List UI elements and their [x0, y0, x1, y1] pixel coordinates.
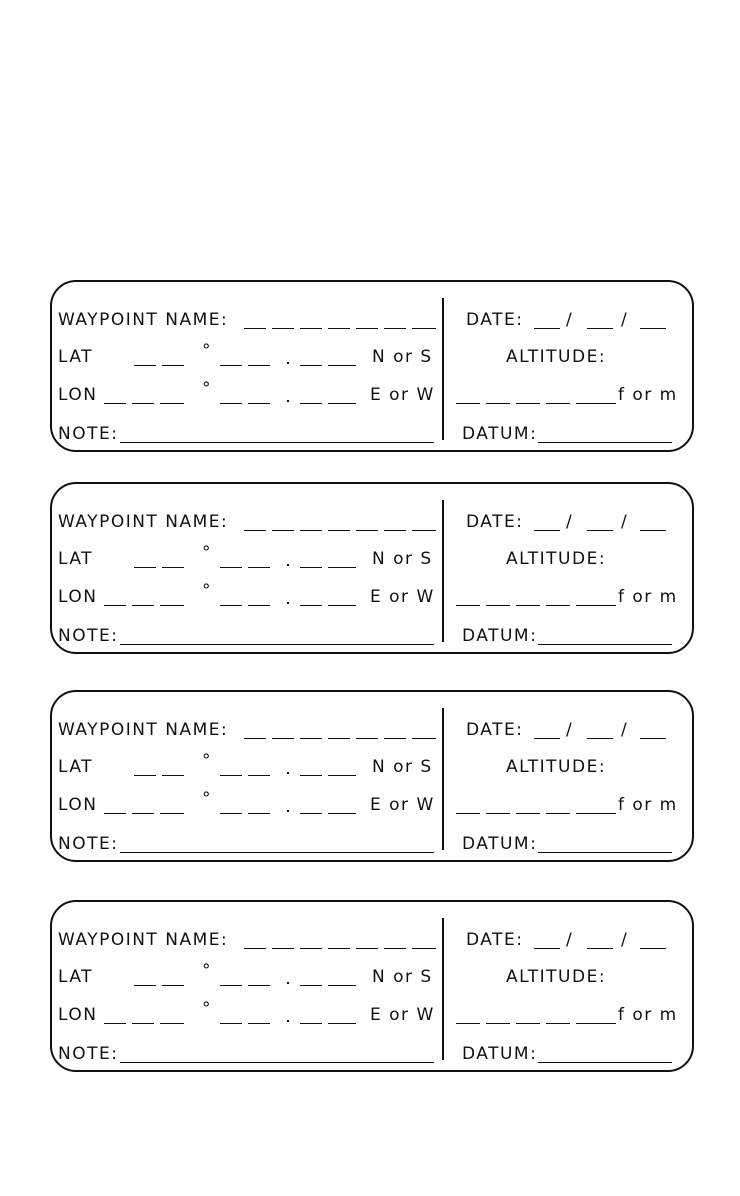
- lon-label: LON: [58, 385, 98, 405]
- lon-decimal-blank[interactable]: [300, 403, 322, 404]
- altitude-blank[interactable]: [456, 605, 480, 606]
- lon-degrees-blank[interactable]: [132, 403, 154, 404]
- date-day-blank[interactable]: [534, 530, 560, 531]
- date-separator: /: [621, 512, 629, 532]
- altitude-units: f or m: [618, 795, 678, 815]
- lon-minutes-blank[interactable]: [220, 813, 242, 814]
- lat-label: LAT: [58, 967, 94, 987]
- waypoint-name-blank[interactable]: [272, 948, 294, 949]
- lon-degrees-blank[interactable]: [160, 605, 184, 606]
- waypoint-name-blank[interactable]: [412, 328, 436, 329]
- lat-minutes-blank[interactable]: [220, 775, 242, 776]
- note-label: NOTE:: [58, 424, 119, 444]
- lon-decimal-point: [287, 400, 289, 402]
- lon-label: LON: [58, 1005, 98, 1025]
- lat-minutes-blank[interactable]: [248, 567, 270, 568]
- lon-decimal-point: [287, 810, 289, 812]
- waypoint-name-blank[interactable]: [244, 948, 266, 949]
- altitude-units: f or m: [618, 385, 678, 405]
- date-separator: /: [566, 512, 574, 532]
- lat-decimal-point: [287, 564, 289, 566]
- lon-minutes-blank[interactable]: [248, 605, 270, 606]
- altitude-blank[interactable]: [486, 813, 510, 814]
- waypoint-name-blank[interactable]: [272, 530, 294, 531]
- date-month-blank[interactable]: [587, 948, 613, 949]
- lon-degrees-blank[interactable]: [132, 813, 154, 814]
- lon-decimal-blank[interactable]: [300, 1023, 322, 1024]
- lon-degrees-blank[interactable]: [132, 605, 154, 606]
- date-day-blank[interactable]: [534, 738, 560, 739]
- waypoint-name-blank[interactable]: [300, 530, 322, 531]
- datum-label: DATUM:: [462, 834, 538, 854]
- lon-label: LON: [58, 795, 98, 815]
- datum-blank[interactable]: [538, 442, 672, 443]
- waypoint-name-blank[interactable]: [412, 948, 436, 949]
- datum-blank[interactable]: [538, 1062, 672, 1063]
- waypoint-name-blank[interactable]: [244, 530, 266, 531]
- datum-label: DATUM:: [462, 1044, 538, 1064]
- waypoint-name-label: WAYPOINT NAME:: [58, 930, 229, 950]
- date-day-blank[interactable]: [534, 328, 560, 329]
- datum-label: DATUM:: [462, 424, 538, 444]
- date-label: DATE:: [466, 720, 524, 740]
- altitude-blank[interactable]: [576, 605, 616, 606]
- waypoint-name-blank[interactable]: [356, 738, 378, 739]
- waypoint-name-blank[interactable]: [412, 738, 436, 739]
- date-year-blank[interactable]: [640, 530, 666, 531]
- lat-minutes-blank[interactable]: [220, 985, 242, 986]
- lat-degrees-blank[interactable]: [162, 775, 184, 776]
- altitude-blank[interactable]: [516, 813, 540, 814]
- altitude-blank[interactable]: [456, 1023, 480, 1024]
- date-month-blank[interactable]: [587, 738, 613, 739]
- column-divider: [442, 298, 444, 440]
- lat-decimal-blank[interactable]: [328, 985, 356, 986]
- date-year-blank[interactable]: [640, 328, 666, 329]
- lat-minutes-blank[interactable]: [220, 567, 242, 568]
- lat-decimal-blank[interactable]: [300, 567, 322, 568]
- waypoint-name-label: WAYPOINT NAME:: [58, 512, 229, 532]
- waypoint-name-blank[interactable]: [328, 530, 350, 531]
- note-label: NOTE:: [58, 834, 119, 854]
- waypoint-card: [50, 690, 694, 862]
- waypoint-name-blank[interactable]: [244, 738, 266, 739]
- lon-degree-symbol: °: [202, 379, 212, 399]
- waypoint-name-blank[interactable]: [356, 948, 378, 949]
- lat-minutes-blank[interactable]: [248, 985, 270, 986]
- altitude-blank[interactable]: [456, 813, 480, 814]
- waypoint-name-blank[interactable]: [244, 328, 266, 329]
- lon-minutes-blank[interactable]: [220, 403, 242, 404]
- lon-decimal-point: [287, 602, 289, 604]
- lat-minutes-blank[interactable]: [220, 365, 242, 366]
- altitude-blank[interactable]: [576, 403, 616, 404]
- altitude-blank[interactable]: [516, 605, 540, 606]
- lon-degrees-blank[interactable]: [104, 403, 126, 404]
- altitude-blank[interactable]: [546, 403, 570, 404]
- note-blank[interactable]: [120, 644, 434, 645]
- waypoint-card: [50, 482, 694, 654]
- waypoint-name-blank[interactable]: [412, 530, 436, 531]
- lat-degree-symbol: °: [202, 751, 212, 771]
- altitude-blank[interactable]: [576, 813, 616, 814]
- altitude-label: ALTITUDE:: [506, 549, 607, 569]
- lon-degree-symbol: °: [202, 581, 212, 601]
- lat-decimal-point: [287, 772, 289, 774]
- waypoint-card: [50, 280, 694, 452]
- lon-decimal-blank[interactable]: [300, 605, 322, 606]
- datum-label: DATUM:: [462, 626, 538, 646]
- altitude-blank[interactable]: [486, 403, 510, 404]
- date-month-blank[interactable]: [587, 530, 613, 531]
- column-divider: [442, 708, 444, 850]
- waypoint-name-blank[interactable]: [384, 530, 406, 531]
- lon-minutes-blank[interactable]: [220, 605, 242, 606]
- datum-blank[interactable]: [538, 852, 672, 853]
- altitude-blank[interactable]: [546, 813, 570, 814]
- note-blank[interactable]: [120, 852, 434, 853]
- waypoint-name-blank[interactable]: [300, 328, 322, 329]
- lon-label: LON: [58, 587, 98, 607]
- note-label: NOTE:: [58, 1044, 119, 1064]
- note-label: NOTE:: [58, 626, 119, 646]
- column-divider: [442, 500, 444, 642]
- note-blank[interactable]: [120, 1062, 434, 1063]
- waypoint-name-blank[interactable]: [384, 738, 406, 739]
- lon-degrees-blank[interactable]: [160, 403, 184, 404]
- lon-degree-symbol: °: [202, 999, 212, 1019]
- date-separator: /: [566, 720, 574, 740]
- lon-hemisphere: E or W: [370, 1005, 435, 1025]
- lat-degrees-blank[interactable]: [134, 365, 156, 366]
- lat-hemisphere: N or S: [372, 347, 433, 367]
- note-blank[interactable]: [120, 442, 434, 443]
- lon-decimal-blank[interactable]: [328, 605, 356, 606]
- lon-degree-symbol: °: [202, 789, 212, 809]
- waypoint-name-blank[interactable]: [356, 328, 378, 329]
- altitude-blank[interactable]: [546, 605, 570, 606]
- lon-degrees-blank[interactable]: [104, 1023, 126, 1024]
- altitude-label: ALTITUDE:: [506, 757, 607, 777]
- date-label: DATE:: [466, 930, 524, 950]
- waypoint-name-blank[interactable]: [272, 328, 294, 329]
- lat-decimal-blank[interactable]: [300, 985, 322, 986]
- waypoint-name-blank[interactable]: [328, 738, 350, 739]
- lon-decimal-blank[interactable]: [328, 403, 356, 404]
- lon-degrees-blank[interactable]: [104, 605, 126, 606]
- date-year-blank[interactable]: [640, 738, 666, 739]
- lon-minutes-blank[interactable]: [248, 1023, 270, 1024]
- date-separator: /: [621, 930, 629, 950]
- lat-decimal-blank[interactable]: [328, 567, 356, 568]
- lat-decimal-blank[interactable]: [328, 775, 356, 776]
- lat-degrees-blank[interactable]: [134, 775, 156, 776]
- waypoint-name-label: WAYPOINT NAME:: [58, 720, 229, 740]
- lon-hemisphere: E or W: [370, 587, 435, 607]
- lat-decimal-point: [287, 362, 289, 364]
- lon-minutes-blank[interactable]: [248, 813, 270, 814]
- lat-label: LAT: [58, 549, 94, 569]
- waypoint-name-blank[interactable]: [272, 738, 294, 739]
- date-separator: /: [566, 930, 574, 950]
- altitude-units: f or m: [618, 1005, 678, 1025]
- lat-label: LAT: [58, 757, 94, 777]
- altitude-blank[interactable]: [486, 1023, 510, 1024]
- lon-degrees-blank[interactable]: [160, 813, 184, 814]
- lat-degree-symbol: °: [202, 961, 212, 981]
- altitude-label: ALTITUDE:: [506, 967, 607, 987]
- waypoint-name-blank[interactable]: [300, 738, 322, 739]
- altitude-label: ALTITUDE:: [506, 347, 607, 367]
- altitude-blank[interactable]: [516, 403, 540, 404]
- lon-degrees-blank[interactable]: [104, 813, 126, 814]
- date-day-blank[interactable]: [534, 948, 560, 949]
- lat-degrees-blank[interactable]: [162, 365, 184, 366]
- waypoint-name-label: WAYPOINT NAME:: [58, 310, 229, 330]
- altitude-blank[interactable]: [546, 1023, 570, 1024]
- lon-hemisphere: E or W: [370, 795, 435, 815]
- date-separator: /: [566, 310, 574, 330]
- lat-degrees-blank[interactable]: [134, 567, 156, 568]
- lat-degree-symbol: °: [202, 543, 212, 563]
- column-divider: [442, 918, 444, 1060]
- date-separator: /: [621, 310, 629, 330]
- date-year-blank[interactable]: [640, 948, 666, 949]
- lat-degrees-blank[interactable]: [162, 567, 184, 568]
- lon-decimal-blank[interactable]: [328, 813, 356, 814]
- lat-degrees-blank[interactable]: [134, 985, 156, 986]
- altitude-blank[interactable]: [576, 1023, 616, 1024]
- lat-minutes-blank[interactable]: [248, 775, 270, 776]
- waypoint-name-blank[interactable]: [356, 530, 378, 531]
- datum-blank[interactable]: [538, 644, 672, 645]
- lat-decimal-blank[interactable]: [300, 775, 322, 776]
- lon-degrees-blank[interactable]: [160, 1023, 184, 1024]
- lat-hemisphere: N or S: [372, 967, 433, 987]
- date-label: DATE:: [466, 310, 524, 330]
- lat-decimal-blank[interactable]: [300, 365, 322, 366]
- lat-decimal-point: [287, 982, 289, 984]
- lon-decimal-blank[interactable]: [300, 813, 322, 814]
- lat-hemisphere: N or S: [372, 549, 433, 569]
- lat-decimal-blank[interactable]: [328, 365, 356, 366]
- lat-degrees-blank[interactable]: [162, 985, 184, 986]
- waypoint-name-blank[interactable]: [328, 948, 350, 949]
- lon-degrees-blank[interactable]: [132, 1023, 154, 1024]
- date-month-blank[interactable]: [587, 328, 613, 329]
- date-separator: /: [621, 720, 629, 740]
- lat-degree-symbol: °: [202, 341, 212, 361]
- altitude-blank[interactable]: [486, 605, 510, 606]
- lon-hemisphere: E or W: [370, 385, 435, 405]
- waypoint-card: [50, 900, 694, 1072]
- lon-minutes-blank[interactable]: [248, 403, 270, 404]
- waypoint-name-blank[interactable]: [384, 328, 406, 329]
- lat-label: LAT: [58, 347, 94, 367]
- waypoint-name-blank[interactable]: [300, 948, 322, 949]
- lat-hemisphere: N or S: [372, 757, 433, 777]
- lon-decimal-blank[interactable]: [328, 1023, 356, 1024]
- altitude-blank[interactable]: [516, 1023, 540, 1024]
- lon-decimal-point: [287, 1020, 289, 1022]
- lat-minutes-blank[interactable]: [248, 365, 270, 366]
- lon-minutes-blank[interactable]: [220, 1023, 242, 1024]
- altitude-units: f or m: [618, 587, 678, 607]
- altitude-blank[interactable]: [456, 403, 480, 404]
- waypoint-name-blank[interactable]: [328, 328, 350, 329]
- date-label: DATE:: [466, 512, 524, 532]
- waypoint-name-blank[interactable]: [384, 948, 406, 949]
